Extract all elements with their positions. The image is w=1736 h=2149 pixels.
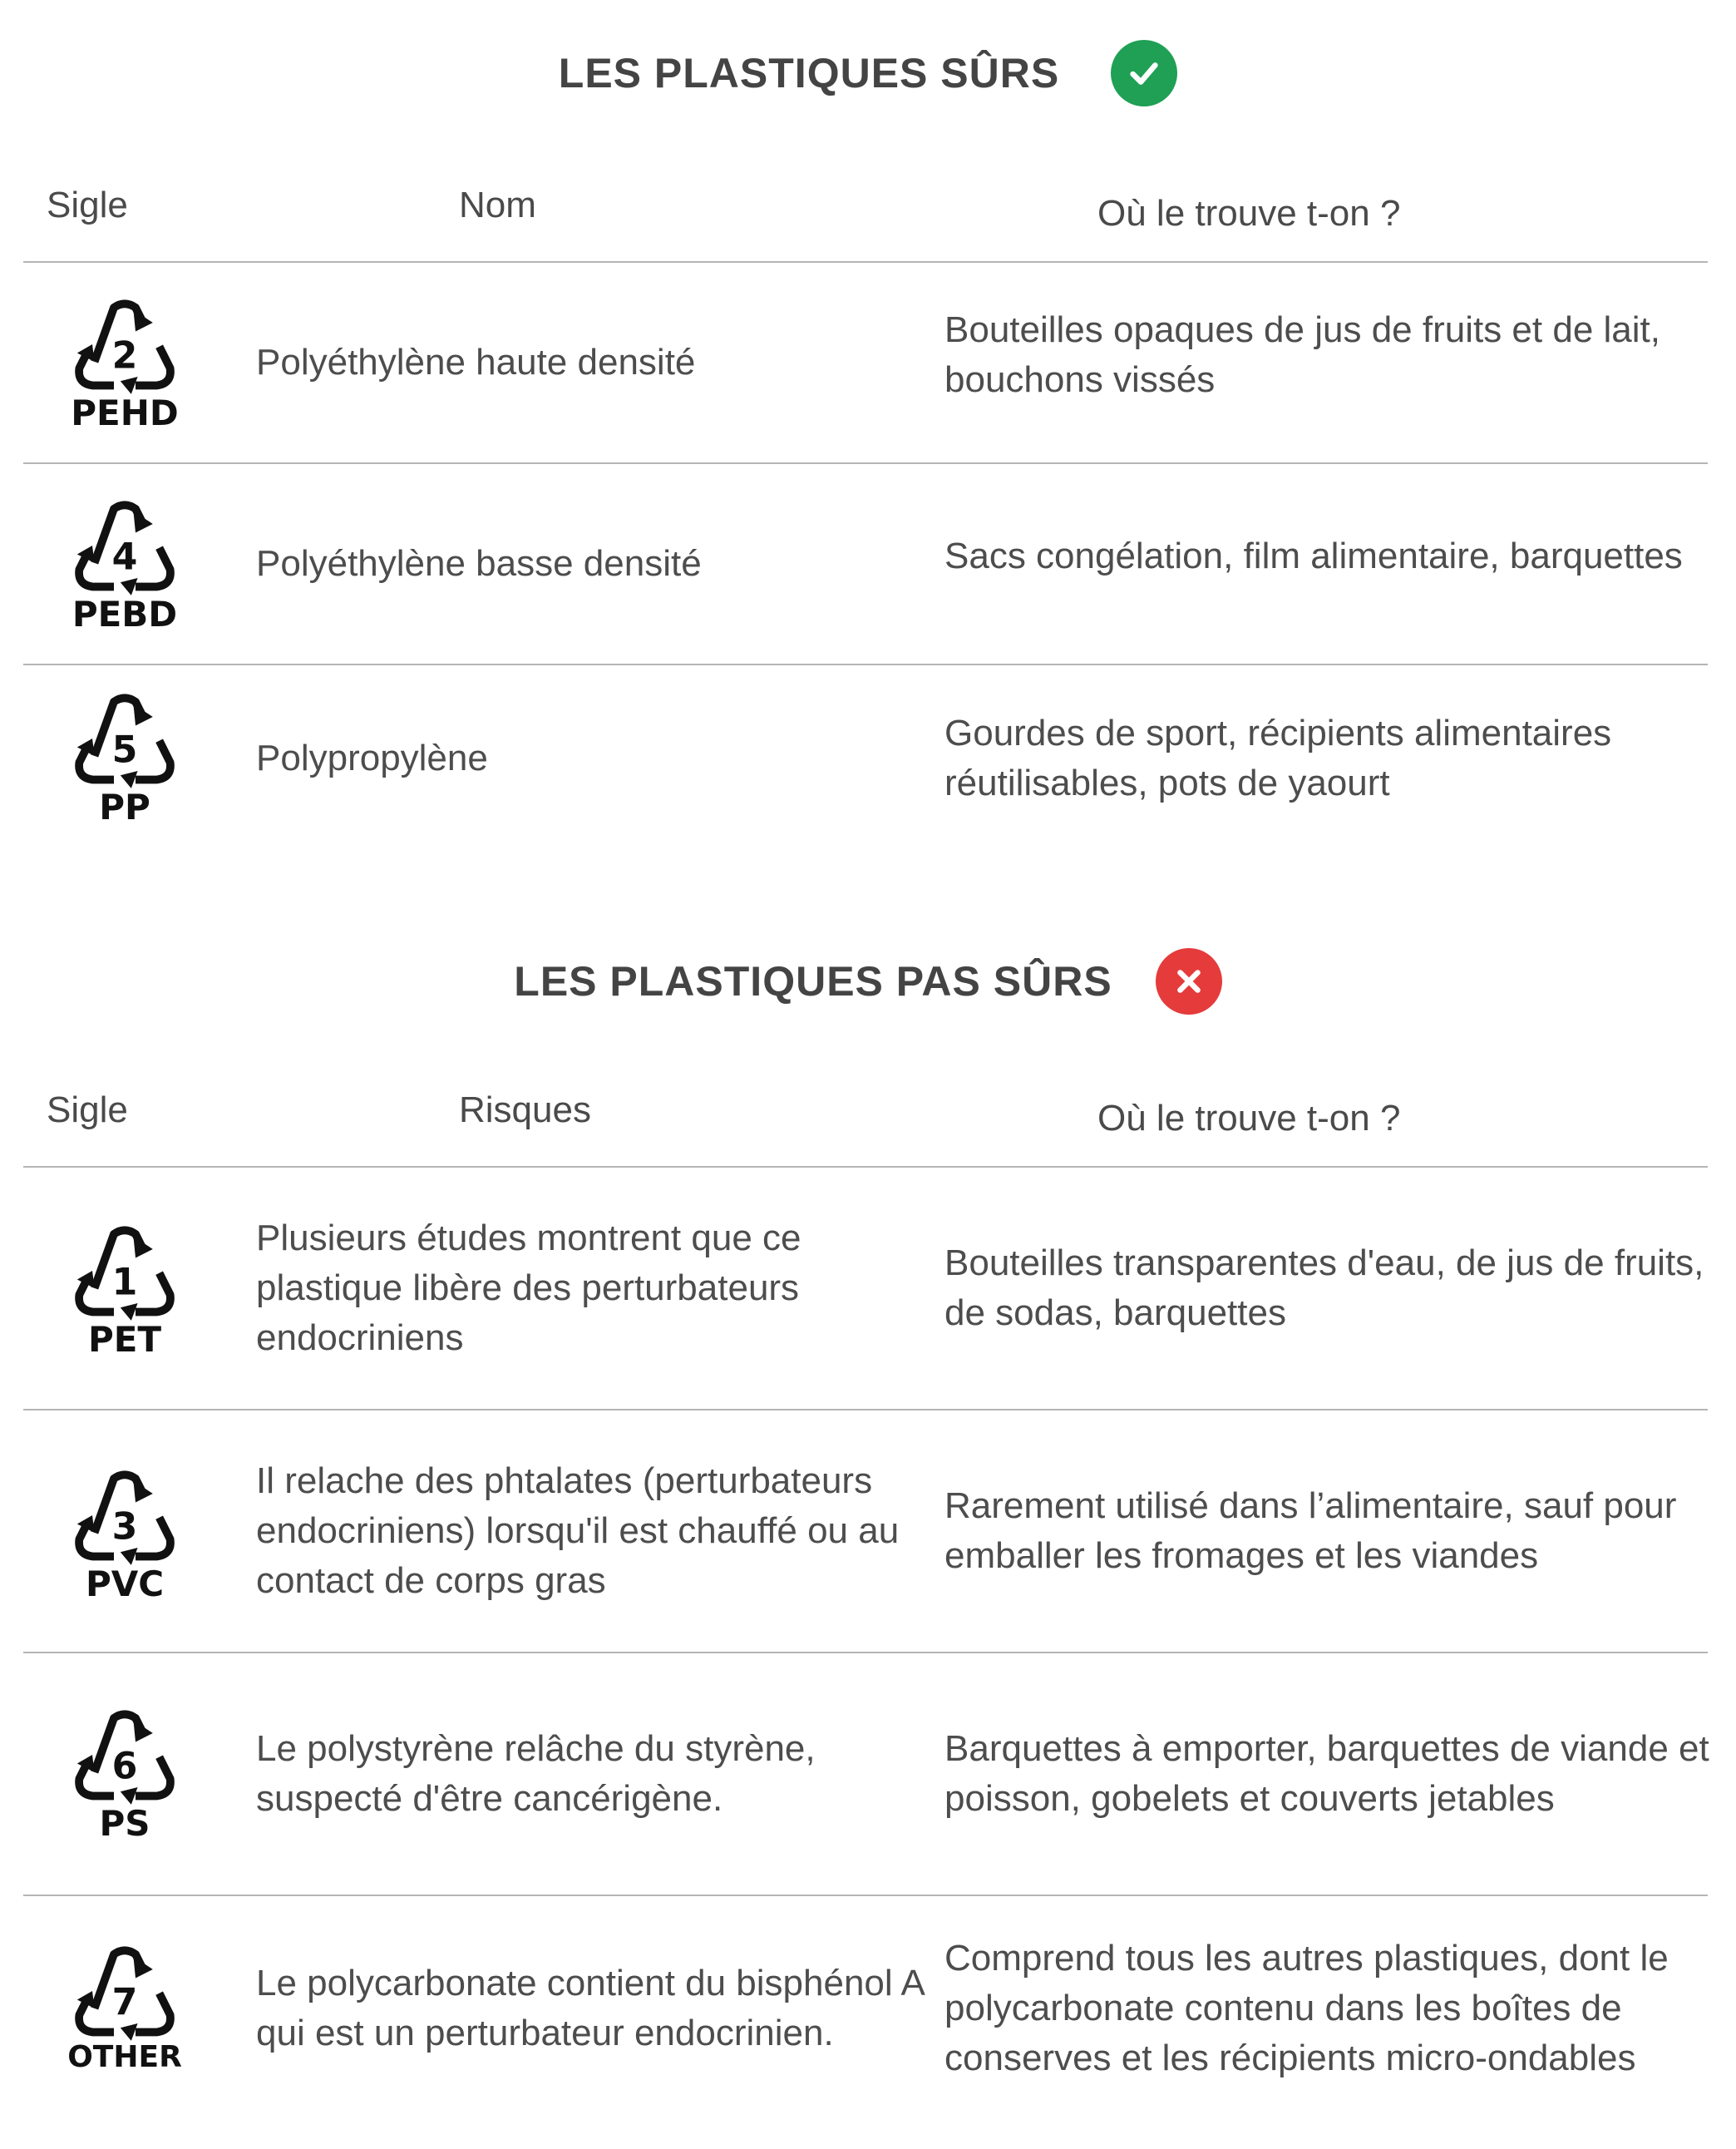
resin-code-symbol (43, 689, 206, 825)
svg-text:2: 2 (111, 334, 138, 378)
usage-text: Bouteilles opaques de jus de fruits et de lait, bouchons vissés (944, 309, 1660, 400)
svg-text:4: 4 (111, 536, 138, 579)
recycle-triangle-icon (71, 1465, 179, 1569)
cross-icon (1156, 948, 1222, 1015)
safe-header-where: Où le trouve t-on ? (1097, 193, 1401, 234)
svg-text:6: 6 (111, 1745, 138, 1788)
risk-text: Le polystyrène relâche du styrène, suspecté d'être cancérigène. (256, 1728, 816, 1819)
safe-header-sigle: Sigle (47, 185, 128, 225)
svg-text:3: 3 (111, 1505, 138, 1549)
resin-code-label: OTHER (67, 2040, 182, 2074)
table-row (23, 1896, 1708, 2137)
risk-text: Le polycarbonate contient du bisphénol A qui est un perturbateur endocrinien. (256, 1963, 924, 2053)
unsafe-header-risks: Risques (459, 1089, 591, 1130)
resin-code-symbol (43, 496, 206, 635)
svg-text:7: 7 (111, 1981, 138, 2024)
table-row (23, 665, 1708, 848)
safe-title-text: LES PLASTIQUES SÛRS (558, 50, 1060, 96)
safe-section-title (0, 40, 1736, 106)
resin-code-label: PVC (85, 1564, 165, 1604)
recycle-triangle-icon (71, 294, 179, 398)
usage-text: Sacs congélation, film alimentaire, barquettes (944, 536, 1683, 576)
svg-text:1: 1 (111, 1261, 138, 1304)
resin-code-symbol (43, 1221, 206, 1360)
unsafe-header-where: Où le trouve t-on ? (1097, 1098, 1401, 1139)
recycle-triangle-icon (71, 689, 179, 792)
usage-text: Rarement utilisé dans l’alimentaire, sauf pour emballer les fromages et les viandes (944, 1485, 1677, 1576)
safe-header-name: Nom (459, 185, 536, 225)
resin-code-symbol (43, 1465, 206, 1602)
resin-code-symbol (43, 294, 206, 431)
resin-code-symbol (43, 1705, 206, 1844)
resin-code-label: PS (99, 1803, 150, 1844)
plastic-name: Polyéthylène basse densité (256, 543, 702, 584)
plastic-name: Polypropylène (256, 738, 488, 778)
risk-text: Il relache des phtalates (perturbateurs endocriniens) lorsqu'il est chauffé ou au contact de corps gras (256, 1460, 900, 1601)
table-row (23, 263, 1708, 462)
resin-code-label: PP (99, 787, 150, 827)
resin-code-label: PET (87, 1319, 162, 1360)
table-row (23, 1653, 1708, 1895)
unsafe-title-text: LES PLASTIQUES PAS SÛRS (514, 958, 1112, 1005)
unsafe-section-title (0, 948, 1736, 1015)
check-icon (1111, 40, 1177, 106)
plastic-name: Polyéthylène haute densité (256, 342, 696, 383)
table-row (23, 1168, 1708, 1409)
svg-text:5: 5 (111, 729, 138, 772)
recycle-triangle-icon (71, 1221, 179, 1324)
recycle-triangle-icon (71, 496, 179, 599)
resin-code-symbol (43, 1941, 206, 2072)
unsafe-header-sigle: Sigle (47, 1089, 128, 1130)
table-row (23, 1410, 1708, 1652)
usage-text: Barquettes à emporter, barquettes de viande et poisson, gobelets et couverts jetables (944, 1728, 1709, 1819)
recycle-triangle-icon (71, 1941, 179, 2044)
resin-code-label: PEBD (72, 594, 178, 635)
usage-text: Bouteilles transparentes d'eau, de jus de fruits, de sodas, barquettes (944, 1242, 1704, 1333)
usage-text: Comprend tous les autres plastiques, dont le polycarbonate contenu dans les boîtes de conserves et les récipients micro-ondables (944, 1938, 1669, 2078)
table-row (23, 464, 1708, 664)
risk-text: Plusieurs études montrent que ce plastique libère des perturbateurs endocriniens (256, 1218, 801, 1358)
resin-code-label: PEHD (71, 393, 179, 433)
recycle-triangle-icon (71, 1705, 179, 1808)
usage-text: Gourdes de sport, récipients alimentaires réutilisables, pots de yaourt (944, 713, 1612, 803)
